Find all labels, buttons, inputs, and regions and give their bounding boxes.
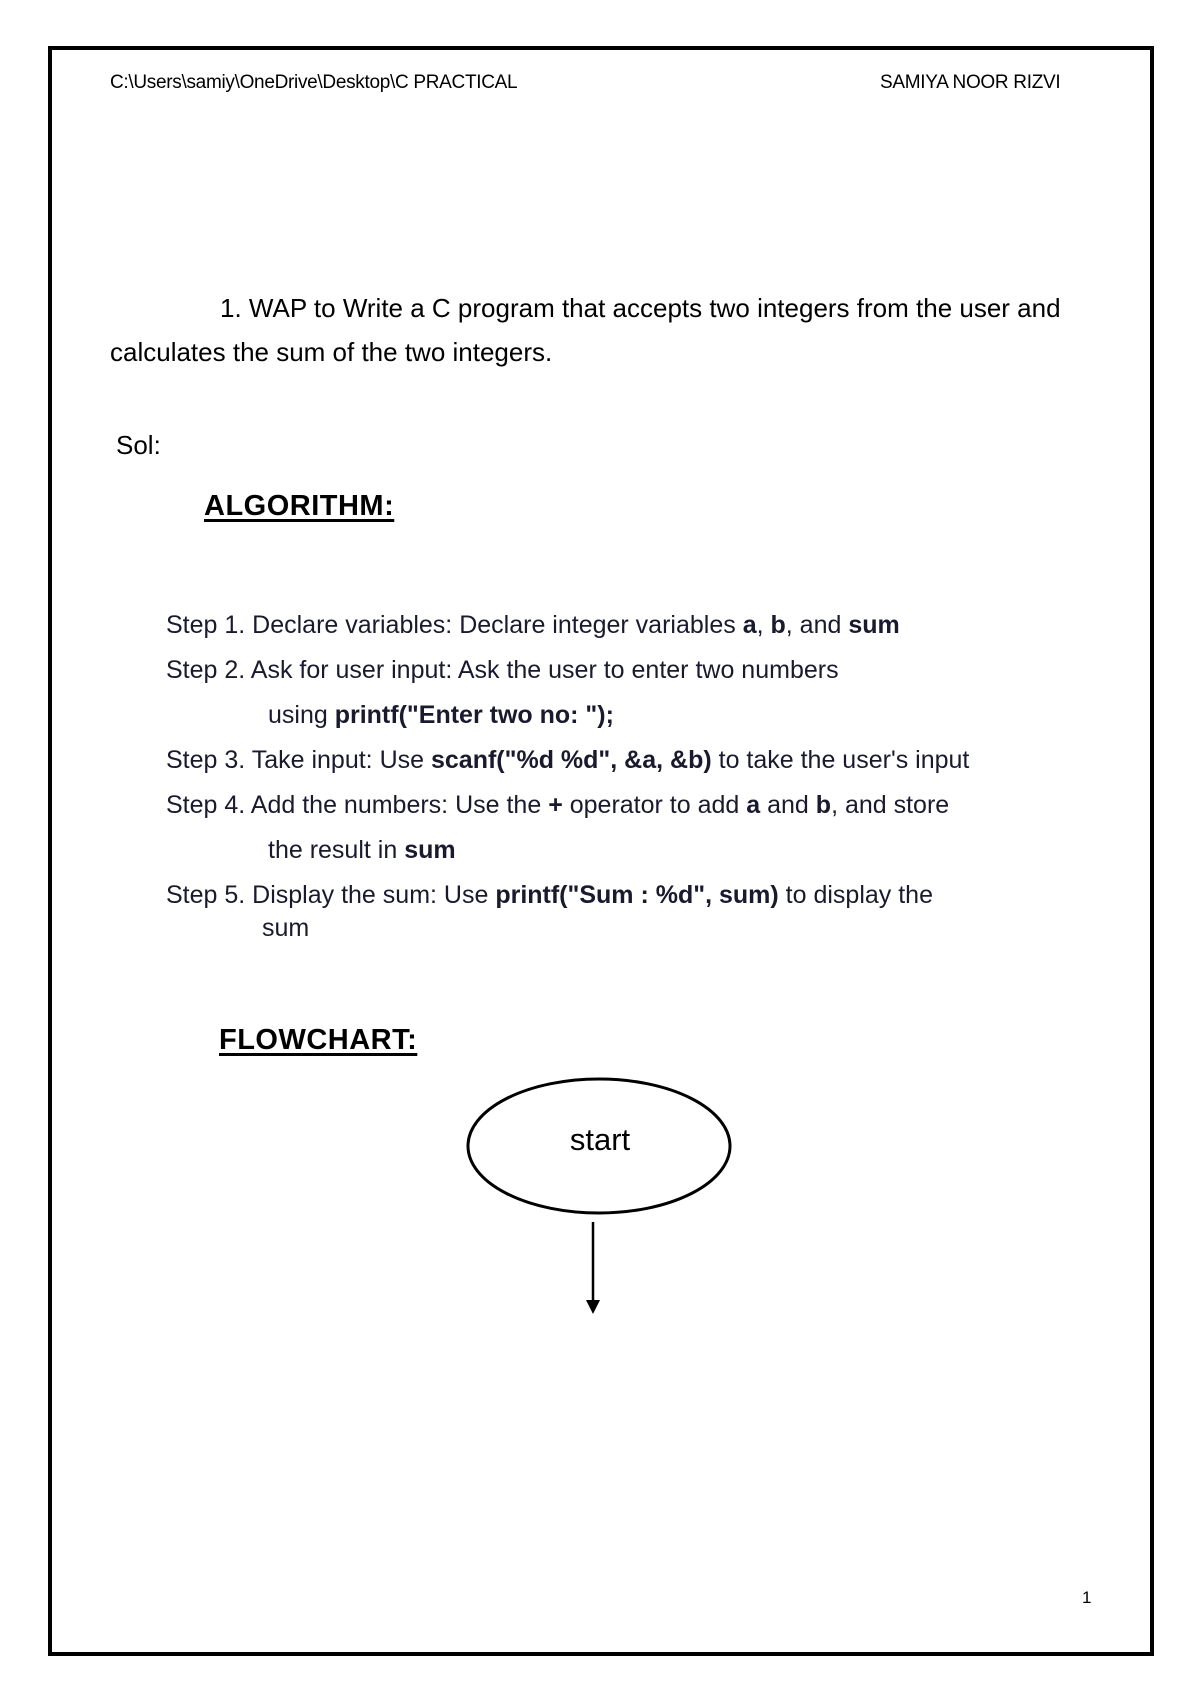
step-3-text: Step 3. Take input: Use <box>166 746 431 774</box>
step-5 <box>166 881 933 910</box>
step-4-line2: the result in <box>268 836 405 864</box>
step-5-code: printf("Sum : %d", sum) <box>495 881 779 909</box>
step-5-continuation <box>262 914 309 943</box>
step-3-code: scanf("%d %d", &a, &b) <box>430 746 712 774</box>
step-3 <box>166 746 969 775</box>
variable-b: b <box>770 611 786 639</box>
start-terminal-label: start <box>569 1122 631 1157</box>
step-1-text: Step 1. Declare variables: Declare integer variables <box>166 611 743 639</box>
question-text: 1. WAP to Write a C program that accepts two integers from the user and calculates the sum of the two integers. <box>110 293 1061 367</box>
variable-b: b <box>815 791 832 819</box>
step-1 <box>166 611 900 640</box>
step-2-text: Step 2. Ask for user input: Ask the user to enter two numbers <box>166 656 839 684</box>
variable-sum: sum <box>404 836 456 864</box>
step-2-continuation <box>268 701 614 730</box>
step-2-code: printf("Enter two no: "); <box>334 701 614 729</box>
flowchart-heading: FLOWCHART: <box>219 1024 418 1056</box>
step-4-text: Step 4. Add the numbers: Use the <box>166 791 549 819</box>
step-5-text: Step 5. Display the sum: Use <box>166 881 496 909</box>
page-number: 1 <box>1082 1588 1092 1607</box>
plus-operator: + <box>548 791 563 819</box>
variable-a: a <box>746 791 761 819</box>
step-2-using: using <box>268 701 335 729</box>
step-4 <box>166 791 949 820</box>
header-author-name: SAMIYA NOOR RIZVI <box>880 72 1061 93</box>
step-2 <box>166 656 839 685</box>
step-4-text: and <box>760 791 816 819</box>
variable-a: a <box>742 611 757 639</box>
step-4-suffix: , and store <box>831 791 950 819</box>
step-3-suffix: to take the user's input <box>711 746 970 774</box>
solution-label: Sol: <box>116 430 161 460</box>
variable-sum: sum <box>848 611 900 639</box>
algorithm-heading: ALGORITHM: <box>204 490 395 522</box>
step-4-continuation <box>268 836 456 865</box>
step-4-text: operator to add <box>562 791 747 819</box>
step-5-suffix: to display the <box>778 881 933 909</box>
step-5-line2: sum <box>262 914 310 942</box>
header-file-path: C:\Users\samiy\OneDrive\Desktop\C PRACTICAL <box>110 72 518 93</box>
step-1-separator: , and <box>785 611 849 639</box>
step-1-separator: , <box>756 611 771 639</box>
